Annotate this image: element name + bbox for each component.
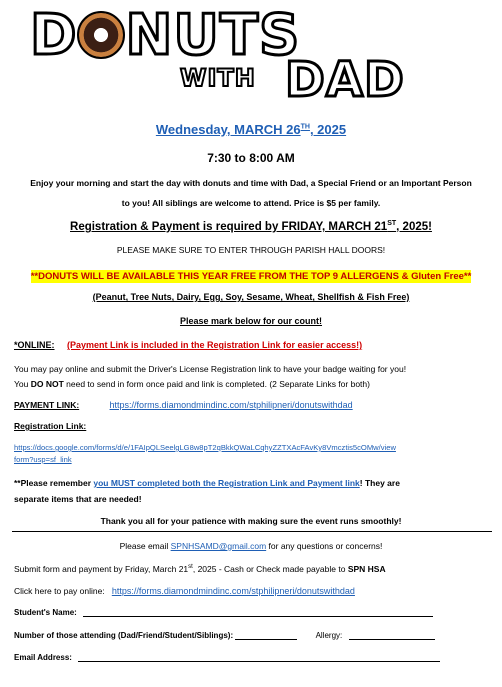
student-name-row bbox=[14, 607, 498, 617]
registration-deadline-text: Registration & Payment is required by FRIDAY, MARCH 21 bbox=[70, 220, 388, 233]
enter-notice: PLEASE MAKE SURE TO ENTER THROUGH PARISH HALL DOORS! bbox=[116, 245, 386, 255]
event-date bbox=[0, 122, 502, 137]
online-p2-c: need to send in form once paid and link is completed. (2 Separate Links for both) bbox=[63, 379, 370, 389]
registration-deadline bbox=[0, 220, 502, 233]
attending-label: Number of those attending (Dad/Friend/Student/Siblings): bbox=[14, 631, 234, 640]
payment-link-label: PAYMENT LINK: bbox=[14, 400, 80, 410]
email-address-row bbox=[14, 652, 498, 662]
allergen-list: (Peanut, Tree Nuts, Dairy, Egg, Soy, Sesame, Wheat, Shellfish & Fish Free) bbox=[92, 292, 410, 302]
allergen-text: **DONUTS WILL BE AVAILABLE THIS YEAR FREE FROM THE TOP 9 ALLERGENS & Gluten Free** bbox=[30, 271, 472, 282]
pay-online-label: Click here to pay online: bbox=[14, 586, 112, 596]
allergy-label: Allergy: bbox=[315, 631, 343, 640]
reminder-note-2: separate items that are needed! bbox=[14, 494, 142, 504]
allergen-banner bbox=[0, 266, 502, 284]
divider bbox=[12, 531, 492, 532]
email-address-label: Email Address: bbox=[14, 653, 72, 662]
payment-link-row bbox=[14, 400, 498, 410]
email-link[interactable]: SPNHSAMD@gmail.com bbox=[170, 541, 267, 551]
header-logo bbox=[30, 3, 480, 108]
event-date-year: , 2025 bbox=[309, 122, 347, 137]
registration-link[interactable] bbox=[14, 443, 498, 464]
pay-online-link[interactable]: https://forms.diamondmindinc.com/stphilipneri/donutswithdad bbox=[111, 586, 355, 596]
logo-letter-d: D bbox=[30, 3, 78, 68]
registration-link-label: Registration Link: bbox=[14, 421, 87, 431]
reminder-a: **Please remember bbox=[14, 478, 94, 488]
submit-sup: st bbox=[188, 564, 193, 571]
pay-online-row bbox=[14, 586, 498, 596]
allergy-field[interactable] bbox=[349, 630, 435, 640]
registration-link-line2[interactable]: form?usp=sf_link bbox=[14, 455, 72, 464]
mark-count-note: Please mark below for our count! bbox=[179, 316, 323, 326]
submit-instructions bbox=[14, 564, 498, 574]
online-p2-bold: DO NOT bbox=[30, 379, 64, 389]
event-intro-line2: to you! All siblings are welcome to attend. Price is $5 per family. bbox=[121, 198, 381, 208]
submit-b: , 2025 - Cash or Check made payable to bbox=[192, 564, 348, 574]
email-contact bbox=[0, 541, 502, 551]
submit-a: Submit form and payment by Friday, March 21 bbox=[14, 564, 189, 574]
online-note: (Payment Link is included in the Registration Link for easier access!) bbox=[67, 340, 363, 350]
student-name-label: Student's Name: bbox=[14, 608, 77, 617]
logo-word-with: WITH bbox=[180, 64, 256, 92]
logo-word-dad: DAD bbox=[285, 52, 405, 108]
online-paragraph-2 bbox=[14, 379, 498, 389]
logo-word-nuts: NUTS bbox=[125, 3, 301, 68]
online-heading bbox=[14, 340, 494, 350]
email-contact-b: for any questions or concerns! bbox=[266, 541, 383, 551]
registration-deadline-sup: ST bbox=[387, 220, 397, 227]
email-contact-a: Please email bbox=[119, 541, 171, 551]
event-time: 7:30 to 8:00 AM bbox=[207, 151, 295, 165]
online-paragraph-1: You may pay online and submit the Driver's License Registration link to have your badge waiting for you! bbox=[14, 364, 407, 374]
registration-deadline-year: , 2025! bbox=[396, 220, 432, 233]
online-label: *ONLINE: bbox=[14, 340, 55, 350]
reminder-note bbox=[14, 478, 498, 488]
donut-icon bbox=[77, 11, 125, 59]
email-address-field[interactable] bbox=[78, 652, 440, 662]
reminder-c: ! They are bbox=[359, 478, 400, 488]
student-name-field[interactable] bbox=[83, 607, 433, 617]
online-p2-a: You bbox=[14, 379, 31, 389]
reminder-link-text[interactable]: you MUST completed both the Registration Link and Payment link bbox=[93, 478, 360, 488]
attending-field[interactable] bbox=[235, 630, 297, 640]
event-date-text: Wednesday, MARCH 26 bbox=[155, 122, 301, 137]
attending-row bbox=[14, 630, 498, 640]
payment-link[interactable]: https://forms.diamondmindinc.com/stphilipneri/donutswithdad bbox=[109, 400, 353, 410]
event-date-sup: TH bbox=[300, 123, 310, 131]
submit-payee: SPN HSA bbox=[347, 564, 386, 574]
thank-you-note: Thank you all for your patience with making sure the event runs smoothly! bbox=[100, 516, 402, 526]
event-intro-line1: Enjoy your morning and start the day with donuts and time with Dad, a Special Friend or an Important Person bbox=[30, 178, 472, 188]
registration-link-line1[interactable]: https://docs.google.com/forms/d/e/1FAIpQLSeelgLG8w8pT2qBkkQWaLCqhyZZTXAcFAvKy8Vmcztis5cOMw/view bbox=[14, 443, 396, 452]
